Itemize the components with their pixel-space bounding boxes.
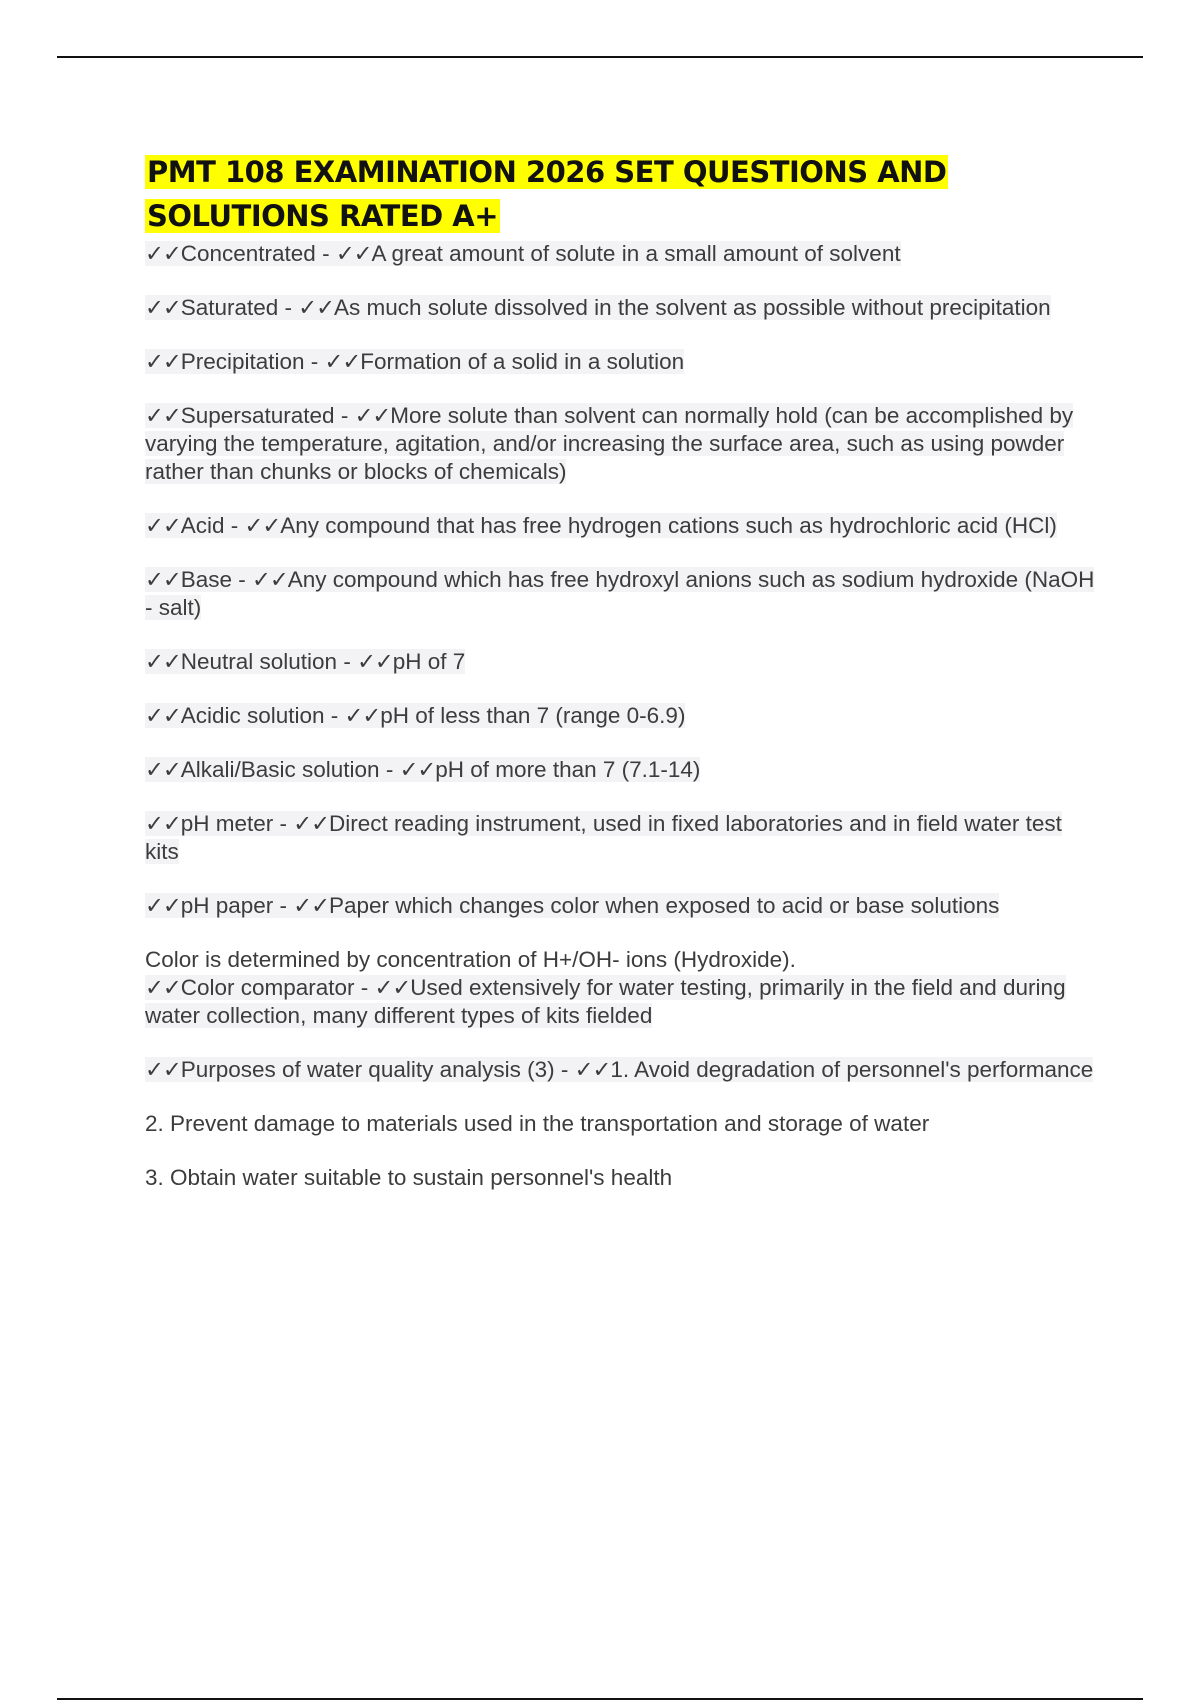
- list-item: ✓✓Purposes of water quality analysis (3) - ✓✓1. Avoid degradation of personnel's performance: [145, 1057, 1094, 1082]
- list-item: ✓✓Concentrated - ✓✓A great amount of solute in a small amount of solvent: [145, 241, 901, 266]
- purpose-item-2: 2. Prevent damage to materials used in the transportation and storage of water: [145, 1111, 930, 1136]
- list-item: ✓✓pH paper - ✓✓Paper which changes color when exposed to acid or base solutions: [145, 893, 1000, 918]
- list-item: ✓✓Supersaturated - ✓✓More solute than solvent can normally hold (can be accomplished by varying the temperature, agitation, and/or increasing the surface area, such as using powder rather than chunks or blocks of chemicals): [145, 403, 1074, 484]
- list-item: ✓✓Precipitation - ✓✓Formation of a solid in a solution: [145, 349, 685, 374]
- purpose-item-3: 3. Obtain water suitable to sustain personnel's health: [145, 1165, 673, 1190]
- document-title: PMT 108 EXAMINATION 2026 SET QUESTIONS AND SOLUTIONS RATED A+: [147, 155, 947, 233]
- list-item: ✓✓pH meter - ✓✓Direct reading instrument, used in fixed laboratories and in field water test kits: [145, 811, 1062, 864]
- list-item: ✓✓Neutral solution - ✓✓pH of 7: [145, 649, 466, 674]
- header-rule: [57, 56, 1143, 58]
- list-item: ✓✓Acidic solution - ✓✓pH of less than 7 (range 0-6.9): [145, 703, 686, 728]
- list-item: ✓✓Base - ✓✓Any compound which has free hydroxyl anions such as sodium hydroxide (NaOH - salt): [145, 567, 1095, 620]
- list-item: ✓✓Acid - ✓✓Any compound that has free hydrogen cations such as hydrochloric acid (HCl): [145, 513, 1057, 538]
- list-item: ✓✓Color comparator - ✓✓Used extensively for water testing, primarily in the field and during water collection, many different types of kits fielded: [145, 975, 1066, 1028]
- ph-paper-note: Color is determined by concentration of H+/OH- ions (Hydroxide).: [145, 947, 796, 972]
- document-body: [145, 150, 1095, 1192]
- list-item: ✓✓Alkali/Basic solution - ✓✓pH of more than 7 (7.1-14): [145, 757, 701, 782]
- list-item: ✓✓Saturated - ✓✓As much solute dissolved in the solvent as possible without precipitation: [145, 295, 1051, 320]
